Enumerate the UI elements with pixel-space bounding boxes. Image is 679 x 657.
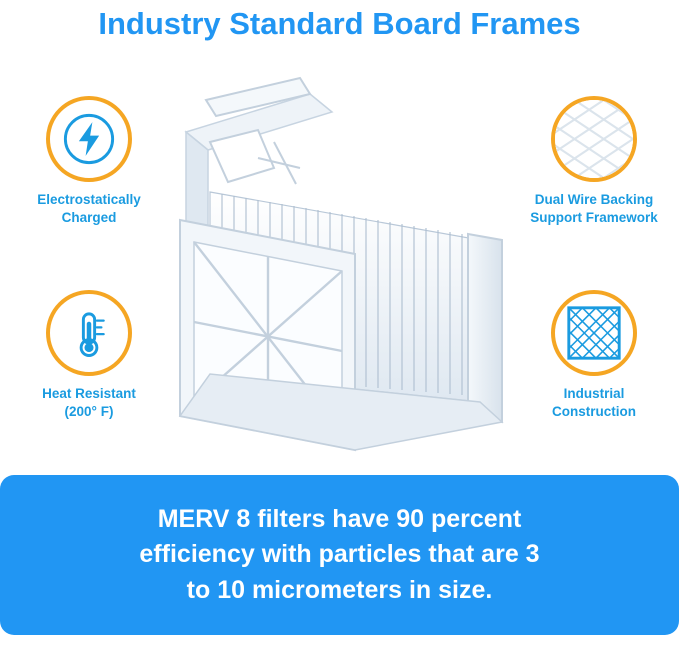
feature-label-line2: Charged — [61, 210, 117, 226]
banner-line-2: efficiency with particles that are 3 — [139, 540, 540, 569]
feature-dual-wire-backing — [519, 96, 669, 227]
thermometer-icon — [46, 290, 132, 376]
feature-industrial-construction — [519, 290, 669, 421]
feature-label-line2: Support Framework — [530, 210, 658, 226]
feature-label — [519, 385, 669, 421]
banner-line-1: MERV 8 filters have 90 percent — [157, 504, 522, 533]
feature-label — [14, 385, 164, 421]
wire-mesh-icon — [551, 96, 637, 182]
feature-label-line2: (200° F) — [64, 404, 114, 420]
product-filter-illustration — [150, 72, 520, 472]
feature-label-line1: Industrial — [563, 386, 625, 401]
page-title: Industry Standard Board Frames — [98, 6, 581, 41]
feature-label — [14, 191, 164, 227]
feature-electrostatically-charged — [14, 96, 164, 227]
feature-label-line1: Heat Resistant — [42, 386, 136, 401]
lightning-bolt-icon — [46, 96, 132, 182]
feature-label-line1: Dual Wire Backing — [534, 192, 654, 207]
feature-heat-resistant — [14, 290, 164, 421]
feature-label — [519, 191, 669, 227]
banner-line-3: to 10 micrometers in size. — [186, 575, 493, 604]
feature-label-line1: Electrostatically — [37, 192, 141, 207]
merv-rating-banner — [0, 475, 679, 635]
feature-label-line2: Construction — [552, 404, 636, 420]
grid-frame-icon — [551, 290, 637, 376]
